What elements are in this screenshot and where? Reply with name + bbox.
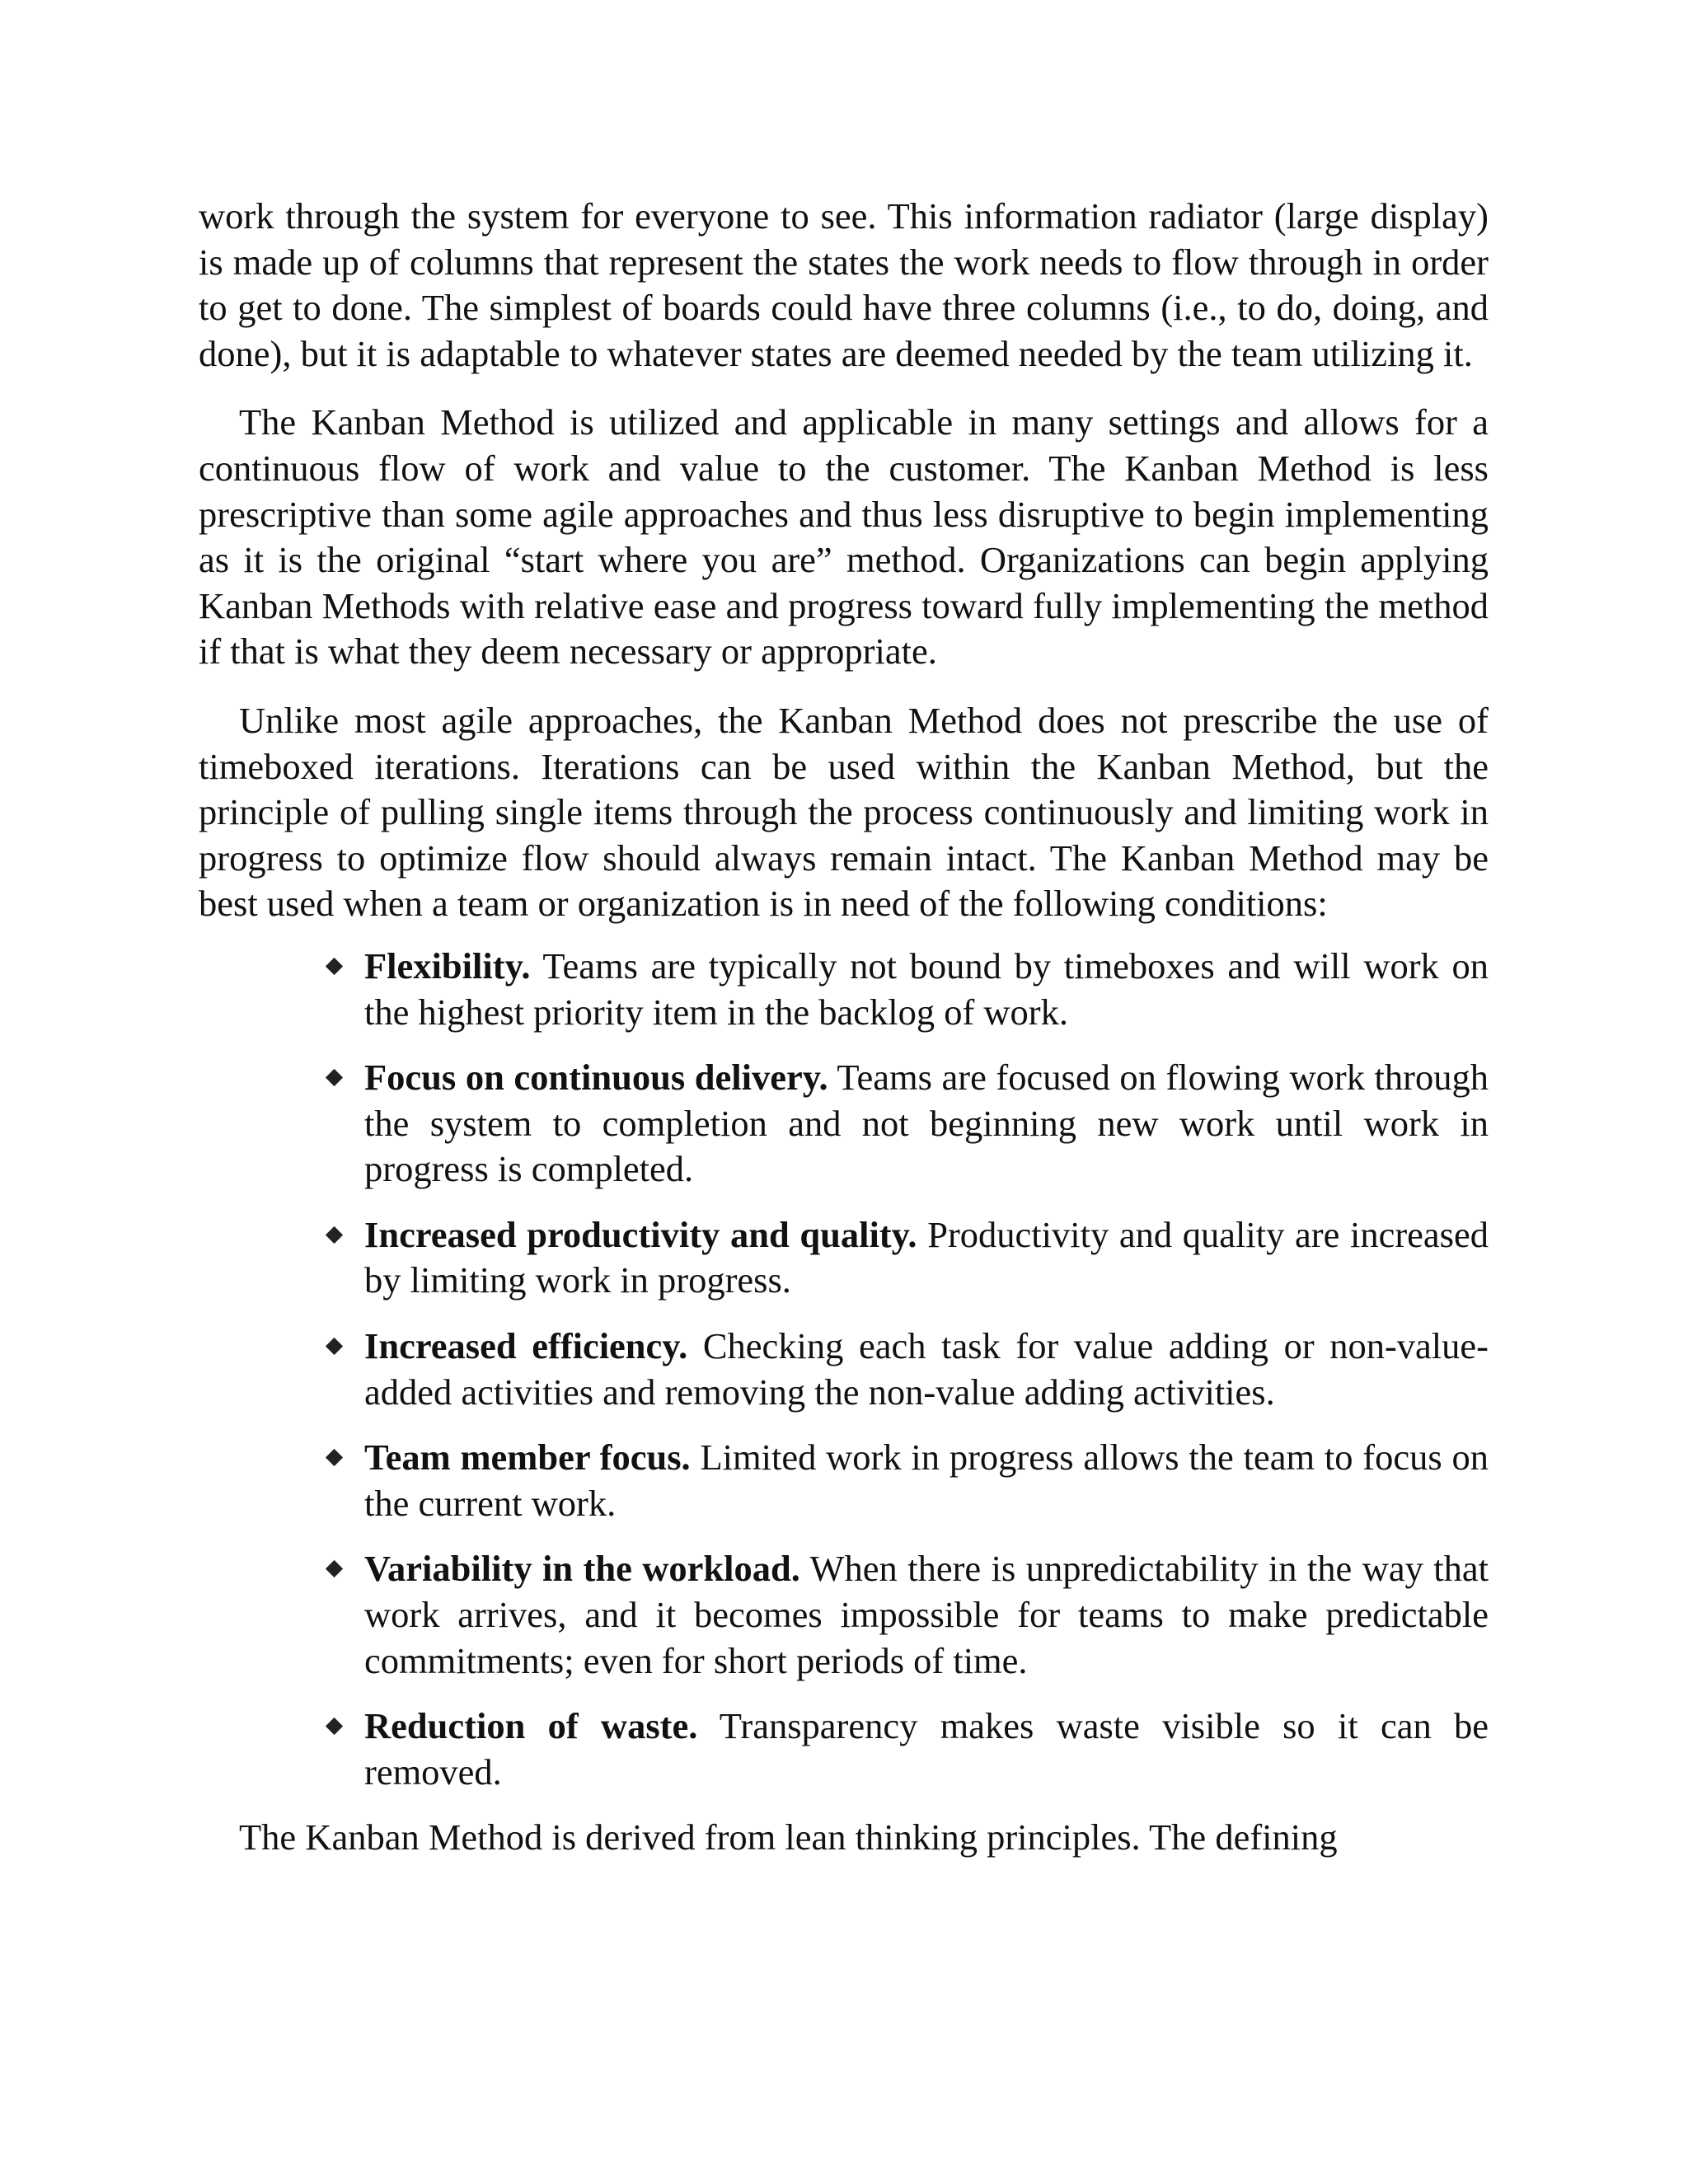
diamond-bullet-icon bbox=[326, 1449, 343, 1466]
diamond-bullet-icon bbox=[326, 1718, 343, 1735]
bullet-term: Increased productivity and quality. bbox=[364, 1213, 917, 1255]
diamond-bullet-icon bbox=[326, 1069, 343, 1086]
bullet-term: Variability in the workload. bbox=[364, 1548, 800, 1590]
bullet-term: Reduction of waste. bbox=[364, 1705, 698, 1747]
list-item bbox=[364, 1546, 1489, 1684]
diamond-bullet-icon bbox=[326, 958, 343, 975]
bullet-term: Increased efficiency. bbox=[364, 1325, 688, 1367]
paragraph-continuation: work through the system for everyone to see. This information radiator (large display) is made up of columns that represent the states the work needs to flow through in order to get to done. The simplest of boards could have three columns (i.e., to do, doing, and done), but it is adaptable to whatever states are deemed needed by the team utilizing it. bbox=[199, 195, 1489, 374]
list-item bbox=[364, 1212, 1489, 1304]
paragraph-lean-thinking: The Kanban Method is derived from lean thinking principles. The defining bbox=[239, 1816, 1338, 1858]
list-item bbox=[364, 1324, 1489, 1415]
diamond-bullet-icon bbox=[326, 1560, 343, 1577]
bullet-text: When there is unpredictability in the way that work arrives, and it becomes impossible for teams to make predictable commitments; even for short periods of time. bbox=[364, 1548, 1489, 1681]
diamond-bullet-icon bbox=[326, 1338, 343, 1355]
document-page bbox=[199, 194, 1489, 1861]
bullet-term: Team member focus. bbox=[364, 1436, 691, 1479]
bullet-text: Productivity and quality are increased by limiting work in progress. bbox=[364, 1213, 1489, 1301]
bullet-term: Focus on continuous delivery. bbox=[364, 1057, 828, 1099]
list-item bbox=[364, 1435, 1489, 1526]
list-item bbox=[364, 1055, 1489, 1193]
list-item bbox=[364, 1704, 1489, 1795]
bullet-text: Checking each task for value adding or non-value-added activities and removing the non-value adding activities. bbox=[364, 1325, 1489, 1413]
bullet-text: Teams are typically not bound by timeboxes and will work on the highest priority item in the backlog of work. bbox=[364, 944, 1489, 1033]
list-item bbox=[364, 944, 1489, 1035]
paragraph-timeboxed-iterations: Unlike most agile approaches, the Kanban Method does not prescribe the use of timeboxed iterations. Iterations can be used within the Kanban Method, but the principle of pulling single items through the process continuously and limiting work in progress to optimize flow should always remain intact. The Kanban Method may be best used when a team or organization is in need of the following conditions: bbox=[199, 699, 1489, 925]
bullet-text: Teams are focused on flowing work through the system to completion and not beginning new work until work in progress is completed. bbox=[364, 1057, 1489, 1190]
conditions-bullet-list bbox=[199, 944, 1489, 1796]
bullet-text: Transparency makes waste visible so it can be removed. bbox=[364, 1705, 1489, 1793]
diamond-bullet-icon bbox=[326, 1226, 343, 1244]
bullet-text: Limited work in progress allows the team to focus on the current work. bbox=[364, 1436, 1489, 1524]
paragraph-kanban-settings: The Kanban Method is utilized and applicable in many settings and allows for a continuous flow of work and value to the customer. The Kanban Method is less prescriptive than some agile approaches and thus less disruptive to begin implementing as it is the original “start where you are” method. Organizations can begin applying Kanban Methods with relative ease and progress toward fully implementing the method if that is what they deem necessary or appropriate. bbox=[199, 401, 1489, 673]
bullet-term: Flexibility. bbox=[364, 944, 531, 987]
